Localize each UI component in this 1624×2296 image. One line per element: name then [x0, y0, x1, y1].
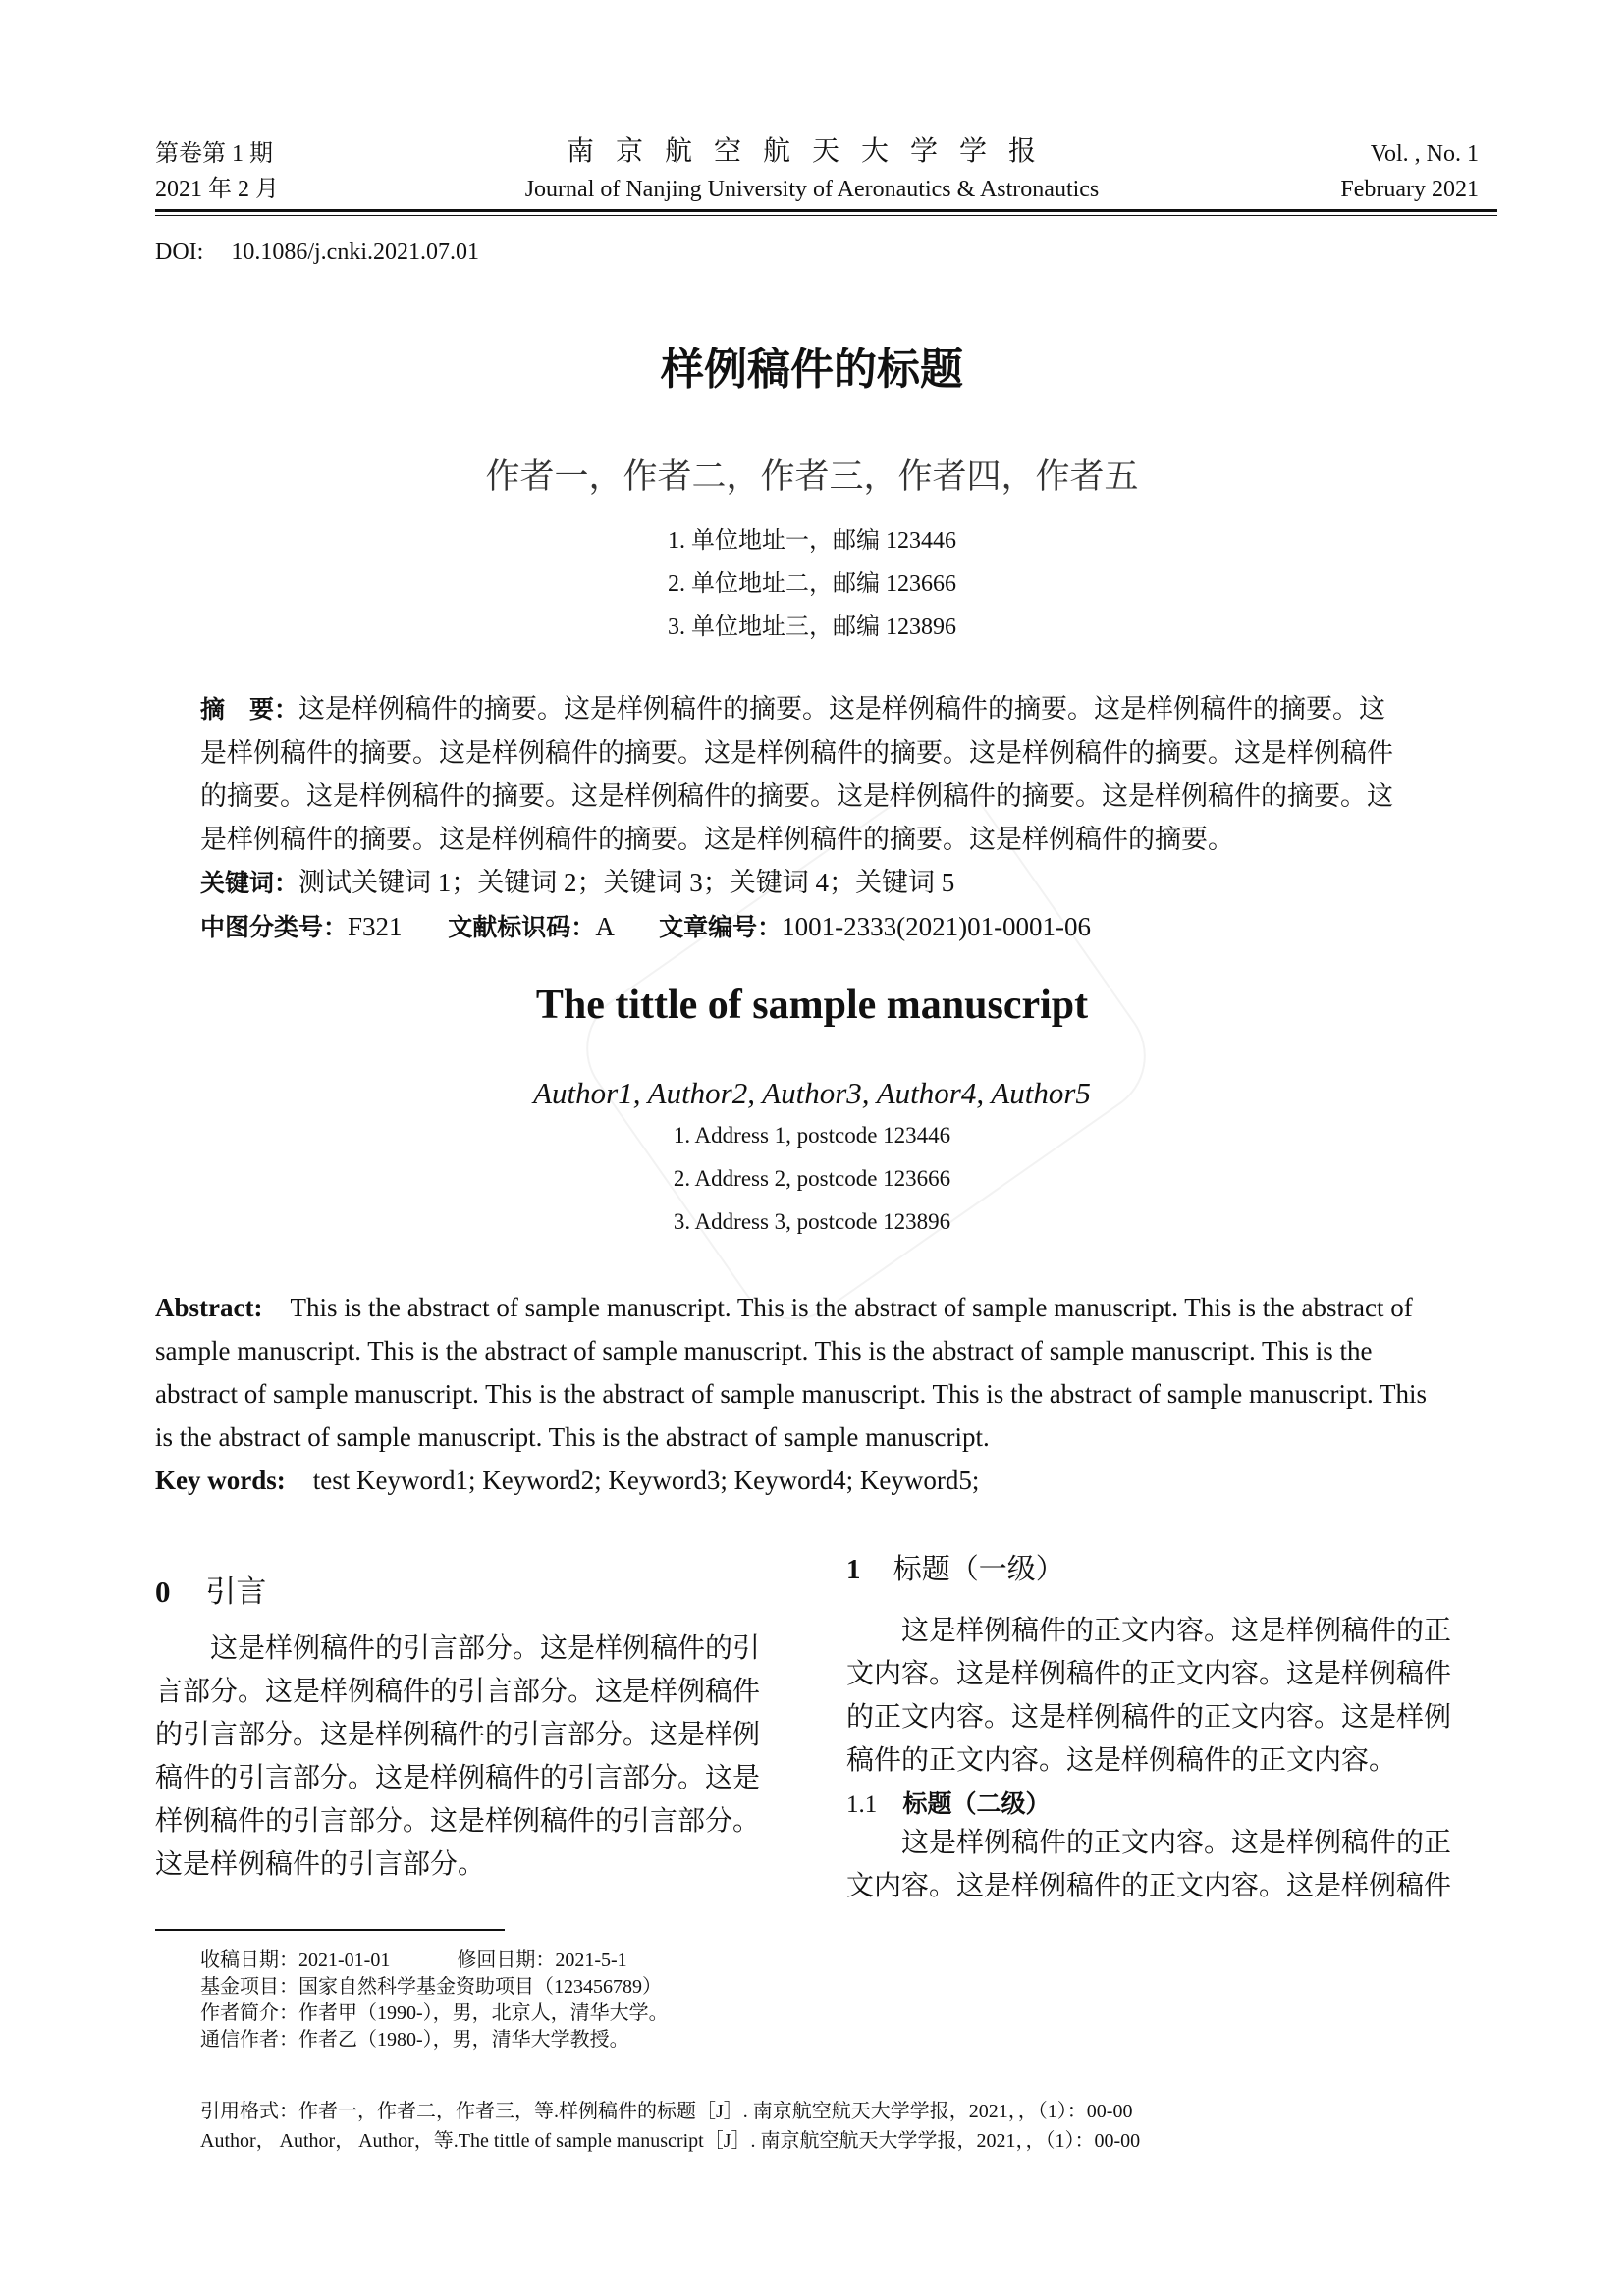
- abstract-cn-line: 的摘要。这是样例稿件的摘要。这是样例稿件的摘要。这是样例稿件的摘要。这是样例稿件的摘要。这: [200, 781, 1393, 811]
- affiliation-en-2: 2. Address 2, postcode 123666: [673, 1166, 951, 1191]
- header-journal-en: Journal of Nanjing University of Aeronautics & Astronautics: [524, 177, 1100, 202]
- abstract-en: [155, 1286, 1490, 1502]
- doc-code-label: 文献标识码：: [448, 914, 596, 941]
- citation-cn: 引用格式：作者一，作者二，作者三，等.样例稿件的标题［J］. 南京航空航天大学学报，2021，，（1）：00-00: [200, 2101, 1133, 2122]
- paragraph-line: 文内容。这是样例稿件的正文内容。这是样例稿件: [846, 1871, 1452, 1901]
- section-heading-intro: [155, 1567, 266, 1611]
- header-date-cn: 2021 年 2 月: [155, 177, 279, 202]
- paragraph-line: 稿件的引言部分。这是样例稿件的引言部分。这是: [155, 1763, 761, 1793]
- paragraph-line: 这是样例稿件的引言部分。这是样例稿件的引: [155, 1633, 761, 1664]
- footnote-corresponding: 通信作者：作者乙（1980-），男，清华大学教授。: [200, 2029, 629, 2051]
- header-journal-cn: 南京航空航天大学学报: [566, 136, 1057, 167]
- abstract-cn-label: 摘 要：: [200, 696, 299, 723]
- abstract-en-label: Abstract:: [155, 1293, 263, 1322]
- abstract-cn-line: 是样例稿件的摘要。这是样例稿件的摘要。这是样例稿件的摘要。这是样例稿件的摘要。这是样例稿件: [200, 738, 1393, 768]
- authors-en: Author1, Author2, Author3, Author4, Author5: [533, 1076, 1091, 1110]
- authors-cn: 作者一，作者二，作者三，作者四，作者五: [485, 457, 1139, 496]
- affiliation-cn-1: 1. 单位地址一，邮编 123446: [668, 528, 956, 554]
- section-heading-1: [846, 1547, 1064, 1587]
- affiliation-cn-2: 2. 单位地址二，邮编 123666: [668, 571, 956, 597]
- keywords-cn: 关键词：测试关键词 1；关键词 2；关键词 3；关键词 4；关键词 5: [200, 868, 955, 897]
- keywords-en-label: Key words:: [155, 1466, 286, 1495]
- affiliation-en-1: 1. Address 1, postcode 123446: [673, 1123, 951, 1148]
- doi-label: DOI:: [155, 240, 204, 265]
- doi-line: [155, 240, 479, 266]
- section-number: 0: [155, 1575, 171, 1609]
- doi-value: 10.1086/j.cnki.2021.07.01: [231, 240, 479, 265]
- abstract-en-line: is the abstract of sample manuscript. This is the abstract of sample manuscript.: [155, 1422, 990, 1452]
- footnotes: [200, 1948, 669, 2054]
- abstract-cn: [200, 687, 1447, 949]
- abstract-en-line: abstract of sample manuscript. This is the abstract of sample manuscript. This is the abstract of sample manuscript. This: [155, 1379, 1427, 1409]
- abstract-en-line: Abstract: This is the abstract of sample manuscript. This is the abstract of sample manuscript. This is the abstract of: [155, 1293, 1413, 1322]
- paragraph-line: 样例稿件的引言部分。这是样例稿件的引言部分。: [155, 1806, 761, 1837]
- body-paragraph-2: [846, 1822, 1494, 1908]
- footnote-dates: [200, 1948, 669, 1974]
- header-vol-issue-en: Vol. , No. 1: [1370, 141, 1479, 167]
- footnote-fund: 基金项目：国家自然科学基金资助项目（123456789）: [200, 1976, 662, 1998]
- abstract-en-line: sample manuscript. This is the abstract of sample manuscript. This is the abstract of sample manuscript. This is the: [155, 1336, 1373, 1365]
- paragraph-line: 文内容。这是样例稿件的正文内容。这是样例稿件: [846, 1659, 1452, 1689]
- affiliation-cn-3: 3. 单位地址三，邮编 123896: [668, 614, 956, 640]
- title-en: The tittle of sample manuscript: [535, 983, 1089, 1028]
- paragraph-line: 的引言部分。这是样例稿件的引言部分。这是样例: [155, 1720, 761, 1750]
- citation-en: Author， Author， Author，等.The tittle of sample manuscript［J］. 南京航空航天大学学报，2021，，（1）：00-00: [200, 2130, 1141, 2152]
- paragraph-line: 这是样例稿件的引言部分。: [155, 1849, 486, 1880]
- header-vol-issue-cn: 第卷第 1 期: [155, 141, 273, 167]
- footnote-bio: 作者简介：作者甲（1990-），男，北京人，清华大学。: [200, 2002, 669, 2024]
- classification-line: [200, 905, 1447, 949]
- header-date-en: February 2021: [1340, 177, 1479, 202]
- paragraph-line: 这是样例稿件的正文内容。这是样例稿件的正: [846, 1616, 1452, 1646]
- subsection-number: 1.1: [846, 1791, 878, 1818]
- paragraph-line: 的正文内容。这是样例稿件的正文内容。这是样例: [846, 1702, 1452, 1733]
- section-title: 标题（一级）: [893, 1552, 1064, 1585]
- abstract-cn-line: 是样例稿件的摘要。这是样例稿件的摘要。这是样例稿件的摘要。这是样例稿件的摘要。: [200, 825, 1234, 854]
- clc-value: F321: [348, 912, 403, 941]
- section-number: 1: [846, 1554, 861, 1585]
- subsection-heading-1-1: [846, 1785, 1051, 1820]
- citation: [200, 2097, 1140, 2156]
- subsection-title: 标题（二级）: [902, 1789, 1051, 1818]
- header-rule-thin: [155, 215, 1497, 216]
- clc-label: 中图分类号：: [200, 914, 349, 941]
- title-cn: 样例稿件的标题: [661, 345, 963, 395]
- keywords-cn-label: 关键词：: [200, 870, 299, 897]
- doc-code-value: A: [595, 912, 614, 941]
- paragraph-line: 稿件的正文内容。这是样例稿件的正文内容。: [846, 1745, 1397, 1776]
- abstract-cn-line: 摘 要：这是样例稿件的摘要。这是样例稿件的摘要。这是样例稿件的摘要。这是样例稿件的摘要。这: [200, 694, 1386, 723]
- article-no-value: 1001-2333(2021)01-0001-06: [782, 912, 1092, 941]
- received-date: 收稿日期：2021-01-01: [200, 1949, 391, 1971]
- body-paragraph-1: [846, 1610, 1494, 1783]
- intro-paragraph: [155, 1628, 793, 1887]
- revised-date: 修回日期：2021-5-1: [457, 1949, 627, 1971]
- footnote-rule: [155, 1929, 505, 1931]
- header-rule-thick: [155, 209, 1497, 212]
- paragraph-line: 言部分。这是样例稿件的引言部分。这是样例稿件: [155, 1677, 761, 1707]
- section-title: 引言: [205, 1575, 267, 1610]
- paragraph-line: 这是样例稿件的正文内容。这是样例稿件的正: [846, 1828, 1452, 1858]
- keywords-en: Key words: test Keyword1; Keyword2; Keyword3; Keyword4; Keyword5;: [155, 1466, 980, 1495]
- article-no-label: 文章编号：: [659, 914, 783, 941]
- affiliation-en-3: 3. Address 3, postcode 123896: [673, 1209, 951, 1234]
